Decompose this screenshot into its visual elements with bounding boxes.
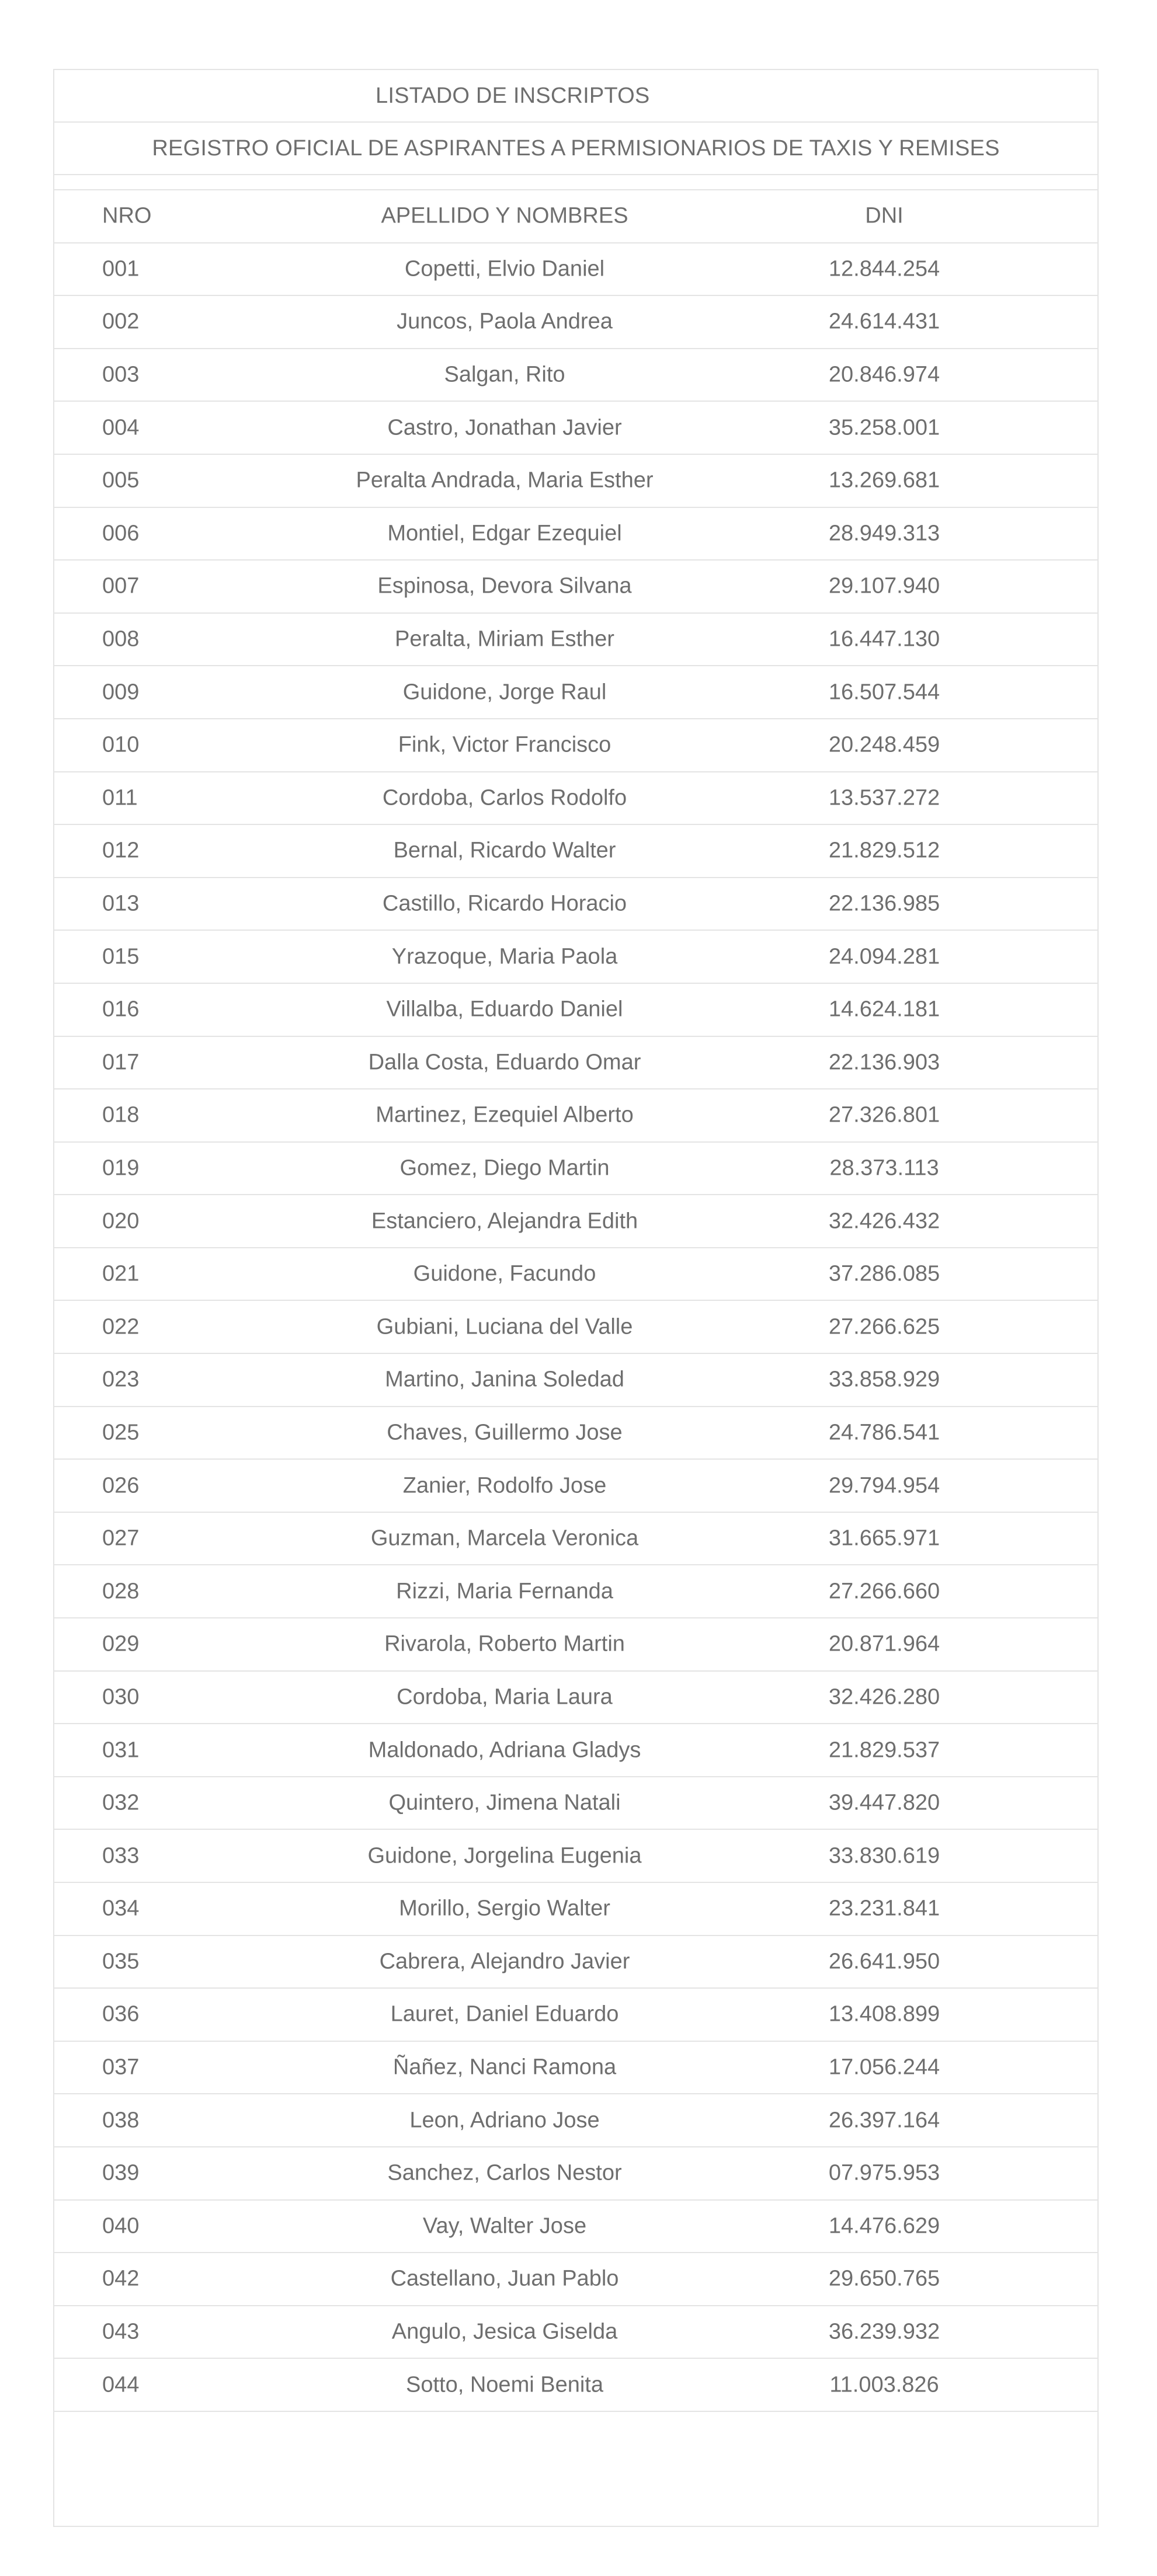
row-number: 023 (102, 1367, 140, 1392)
row-dni: 16.447.130 (828, 626, 940, 652)
row-name: Martinez, Ezequiel Alberto (376, 1102, 634, 1127)
row-name: Rizzi, Maria Fernanda (396, 1579, 613, 1604)
table-row (54, 1936, 1097, 1989)
table-row (54, 1195, 1097, 1248)
row-dni: 32.426.280 (828, 1684, 940, 1710)
row-name: Dalla Costa, Eduardo Omar (368, 1050, 641, 1075)
table-row (54, 349, 1097, 402)
table-row (54, 1883, 1097, 1936)
row-dni: 24.614.431 (828, 309, 940, 334)
column-header-name: APELLIDO Y NOMBRES (381, 203, 628, 228)
row-name: Leon, Adriano Jose (409, 2108, 600, 2133)
row-dni: 07.975.953 (828, 2160, 940, 2185)
row-number: 018 (102, 1102, 140, 1127)
row-number: 025 (102, 1420, 140, 1445)
table-row (54, 2201, 1097, 2254)
table-row (54, 2359, 1097, 2412)
row-name: Espinosa, Devora Silvana (377, 573, 632, 598)
row-name: Peralta, Miriam Esther (395, 626, 614, 652)
table-subtitle: REGISTRO OFICIAL DE ASPIRANTES A PERMISIONARIOS DE TAXIS Y REMISES (152, 135, 1000, 161)
table-row (54, 825, 1097, 878)
table-title-row (54, 70, 1097, 123)
row-number: 008 (102, 626, 140, 652)
row-number: 032 (102, 1790, 140, 1815)
row-name: Villalba, Eduardo Daniel (386, 997, 623, 1022)
row-name: Zanier, Rodolfo Jose (402, 1473, 607, 1498)
table-row (54, 561, 1097, 614)
row-dni: 13.537.272 (828, 785, 940, 810)
row-dni: 26.641.950 (828, 1949, 940, 1974)
row-name: Juncos, Paola Andrea (397, 309, 613, 334)
row-number: 019 (102, 1155, 140, 1181)
table-row (54, 1618, 1097, 1672)
row-number: 006 (102, 521, 140, 546)
table-row (54, 2147, 1097, 2201)
row-dni: 13.408.899 (828, 2001, 940, 2027)
table-row (54, 2306, 1097, 2359)
row-name: Morillo, Sergio Walter (399, 1896, 610, 1921)
row-number: 017 (102, 1050, 140, 1075)
row-name: Cordoba, Maria Laura (397, 1684, 613, 1710)
row-dni: 26.397.164 (828, 2108, 940, 2133)
table-row (54, 455, 1097, 508)
row-name: Castellano, Juan Pablo (390, 2266, 619, 2291)
row-dni: 39.447.820 (828, 1790, 940, 1815)
table-row (54, 296, 1097, 349)
row-name: Castillo, Ricardo Horacio (382, 891, 627, 916)
row-dni: 22.136.985 (828, 891, 940, 916)
row-name: Cordoba, Carlos Rodolfo (382, 785, 627, 810)
row-name: Sanchez, Carlos Nestor (387, 2160, 622, 2185)
row-dni: 28.373.113 (829, 1155, 939, 1181)
row-number: 007 (102, 573, 140, 598)
row-number: 012 (102, 838, 140, 863)
table-row (54, 1724, 1097, 1777)
row-dni: 32.426.432 (828, 1209, 940, 1234)
column-header-nro: NRO (102, 203, 152, 228)
table-row (54, 1777, 1097, 1830)
row-name: Castro, Jonathan Javier (387, 415, 622, 440)
row-number: 030 (102, 1684, 140, 1710)
row-name: Vay, Walter Jose (422, 2213, 587, 2239)
row-number: 002 (102, 309, 140, 334)
table-row (54, 1830, 1097, 1883)
row-dni: 16.507.544 (828, 680, 940, 705)
row-number: 027 (102, 1526, 140, 1551)
row-dni: 35.258.001 (828, 415, 940, 440)
row-number: 004 (102, 415, 140, 440)
table-row (54, 984, 1097, 1037)
row-name: Ñañez, Nanci Ramona (392, 2055, 617, 2080)
table-spacer (54, 175, 1097, 190)
row-name: Sotto, Noemi Benita (406, 2372, 603, 2397)
row-dni: 29.107.940 (828, 573, 940, 598)
table-title: LISTADO DE INSCRIPTOS (376, 83, 650, 108)
row-name: Montiel, Edgar Ezequiel (387, 521, 622, 546)
table-header-row (54, 190, 1097, 243)
row-number: 001 (102, 256, 140, 281)
row-name: Guidone, Facundo (413, 1261, 596, 1286)
row-name: Angulo, Jesica Giselda (391, 2319, 618, 2344)
table-row (54, 1143, 1097, 1196)
row-number: 003 (102, 362, 140, 387)
table-row (54, 2042, 1097, 2095)
row-name: Peralta Andrada, Maria Esther (356, 468, 654, 493)
row-number: 010 (102, 732, 140, 757)
table-row (54, 1460, 1097, 1513)
row-number: 039 (102, 2160, 140, 2185)
table-row (54, 1301, 1097, 1354)
table-row (54, 1407, 1097, 1460)
row-dni: 13.269.681 (828, 468, 940, 493)
row-number: 034 (102, 1896, 140, 1921)
row-dni: 24.094.281 (828, 944, 940, 969)
row-dni: 11.003.826 (829, 2372, 939, 2397)
table-row (54, 1089, 1097, 1143)
row-number: 013 (102, 891, 140, 916)
row-dni: 29.650.765 (828, 2266, 940, 2291)
row-dni: 20.248.459 (828, 732, 940, 757)
row-number: 033 (102, 1843, 140, 1868)
row-dni: 29.794.954 (828, 1473, 940, 1498)
table-row (54, 666, 1097, 719)
row-name: Copetti, Elvio Daniel (404, 256, 605, 281)
table-row (54, 878, 1097, 931)
row-name: Chaves, Guillermo Jose (387, 1420, 623, 1445)
row-name: Guzman, Marcela Veronica (370, 1526, 639, 1551)
row-dni: 23.231.841 (828, 1896, 940, 1921)
row-dni: 12.844.254 (828, 256, 940, 281)
row-name: Estanciero, Alejandra Edith (371, 1209, 638, 1234)
row-dni: 14.476.629 (828, 2213, 940, 2239)
row-number: 044 (102, 2372, 140, 2397)
table-body (54, 243, 1097, 2412)
row-number: 035 (102, 1949, 140, 1974)
row-number: 029 (102, 1631, 140, 1656)
row-name: Guidone, Jorge Raul (402, 680, 607, 705)
row-dni: 22.136.903 (828, 1050, 940, 1075)
row-dni: 28.949.313 (828, 521, 940, 546)
row-number: 040 (102, 2213, 140, 2239)
row-name: Cabrera, Alejandro Javier (379, 1949, 630, 1974)
table-row (54, 1248, 1097, 1301)
row-name: Fink, Victor Francisco (398, 732, 611, 757)
row-number: 028 (102, 1579, 140, 1604)
table-row (54, 1513, 1097, 1566)
row-dni: 14.624.181 (828, 997, 940, 1022)
table-row (54, 1354, 1097, 1407)
row-dni: 24.786.541 (828, 1420, 940, 1445)
row-name: Quintero, Jimena Natali (388, 1790, 621, 1815)
table-row (54, 931, 1097, 984)
column-header-dni: DNI (865, 203, 904, 228)
row-number: 031 (102, 1738, 140, 1763)
row-name: Bernal, Ricardo Walter (393, 838, 616, 863)
row-name: Rivarola, Roberto Martin (384, 1631, 625, 1656)
row-dni: 17.056.244 (828, 2055, 940, 2080)
table-row (54, 772, 1097, 826)
row-name: Maldonado, Adriana Gladys (368, 1738, 641, 1763)
row-dni: 36.239.932 (828, 2319, 940, 2344)
row-dni: 20.846.974 (828, 362, 940, 387)
row-number: 015 (102, 944, 140, 969)
table-row (54, 402, 1097, 455)
row-dni: 20.871.964 (828, 1631, 940, 1656)
row-name: Salgan, Rito (444, 362, 565, 387)
table-row (54, 508, 1097, 561)
table-row (54, 1037, 1097, 1090)
table-row (54, 1565, 1097, 1618)
row-number: 009 (102, 680, 140, 705)
row-number: 021 (102, 1261, 140, 1286)
row-name: Yrazoque, Maria Paola (391, 944, 618, 969)
row-number: 022 (102, 1314, 140, 1339)
row-name: Lauret, Daniel Eduardo (390, 2001, 619, 2027)
row-dni: 33.830.619 (828, 1843, 940, 1868)
row-number: 005 (102, 468, 140, 493)
row-number: 026 (102, 1473, 140, 1498)
table-row (54, 243, 1097, 297)
row-name: Martino, Janina Soledad (385, 1367, 624, 1392)
row-number: 043 (102, 2319, 140, 2344)
table-row (54, 614, 1097, 667)
row-number: 011 (102, 785, 138, 810)
row-name: Gubiani, Luciana del Valle (376, 1314, 633, 1339)
row-dni: 33.858.929 (828, 1367, 940, 1392)
row-dni: 27.266.625 (828, 1314, 940, 1339)
table-row (54, 2094, 1097, 2147)
table-subtitle-row (54, 123, 1097, 175)
row-dni: 37.286.085 (828, 1261, 940, 1286)
row-number: 016 (102, 997, 140, 1022)
row-number: 037 (102, 2055, 140, 2080)
row-number: 038 (102, 2108, 140, 2133)
row-dni: 21.829.512 (828, 838, 940, 863)
row-dni: 27.266.660 (828, 1579, 940, 1604)
table-row (54, 2253, 1097, 2306)
row-number: 036 (102, 2001, 140, 2027)
row-dni: 27.326.801 (828, 1102, 940, 1127)
row-dni: 31.665.971 (828, 1526, 940, 1551)
row-dni: 21.829.537 (828, 1738, 940, 1763)
table-row (54, 1672, 1097, 1725)
table-row (54, 719, 1097, 772)
table-row (54, 1989, 1097, 2042)
row-name: Gomez, Diego Martin (399, 1155, 610, 1181)
registrants-table (53, 69, 1099, 2527)
row-name: Guidone, Jorgelina Eugenia (367, 1843, 642, 1868)
row-number: 042 (102, 2266, 140, 2291)
row-number: 020 (102, 1209, 140, 1234)
